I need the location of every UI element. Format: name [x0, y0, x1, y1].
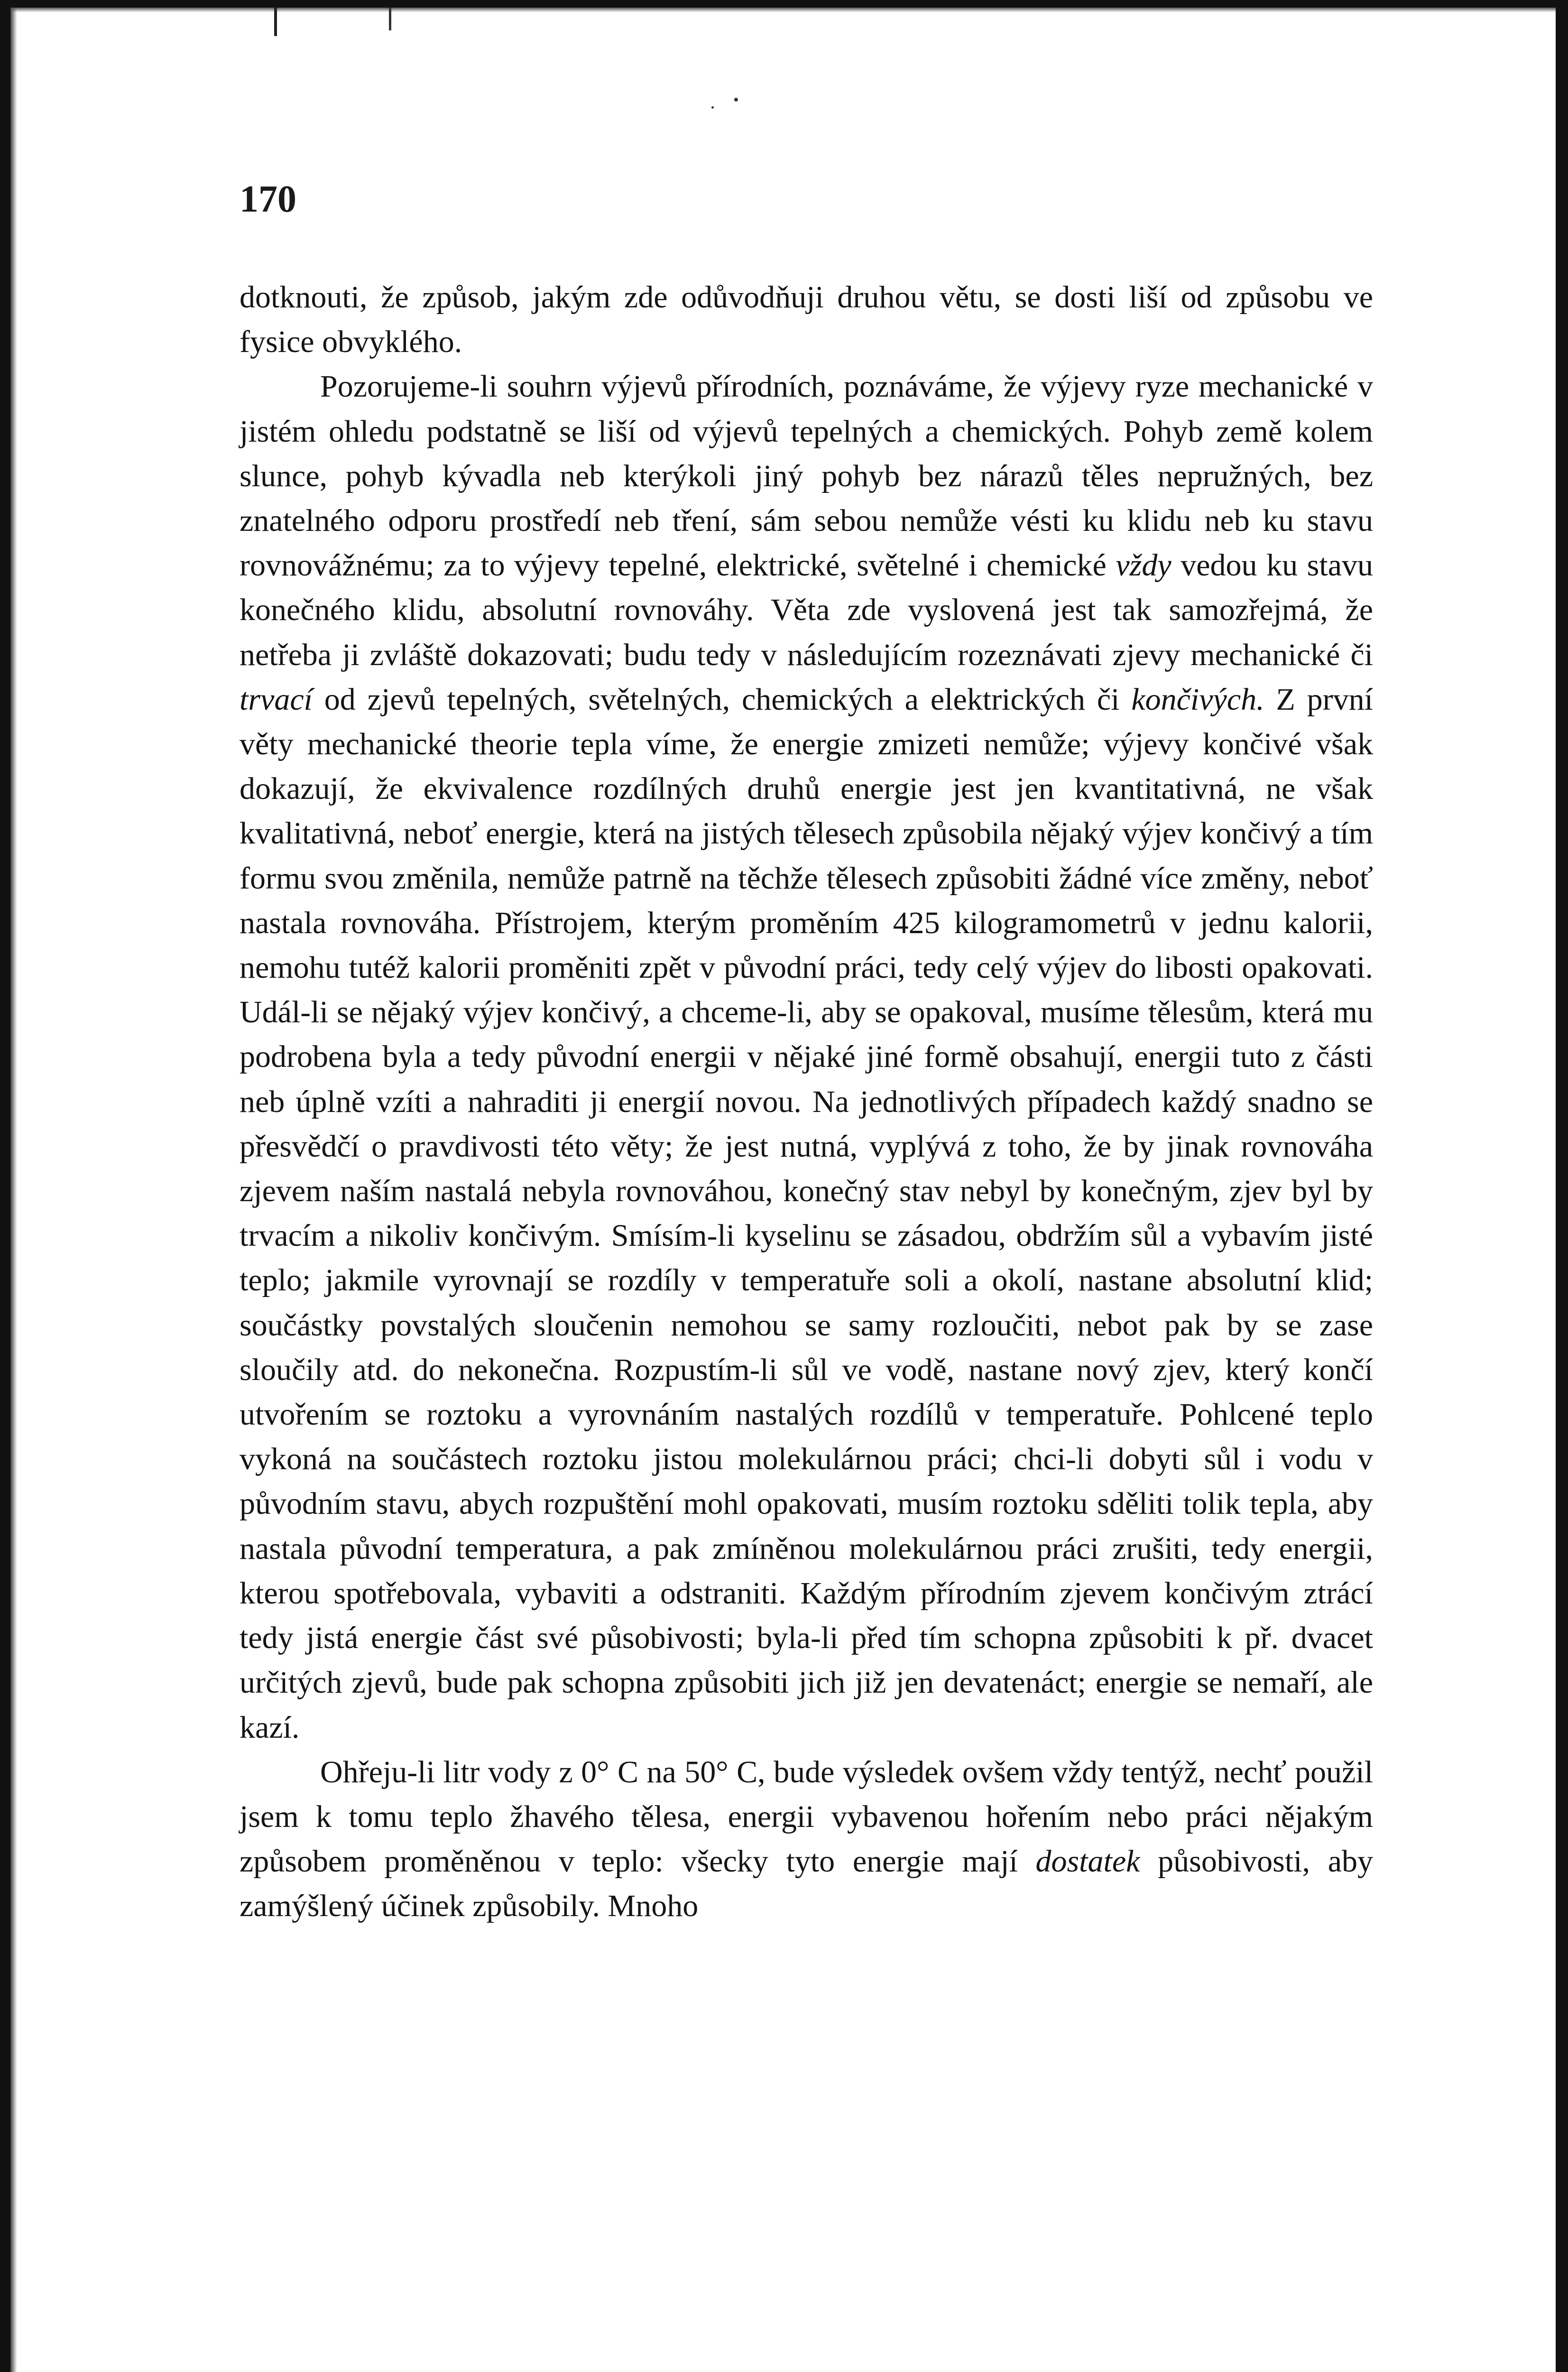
scan-speck: [734, 98, 738, 102]
text-run: působivosti, aby zamýšlený účinek způsobily. Mnoho: [240, 1844, 1373, 1924]
paragraph: [240, 1750, 1373, 1929]
book-page: [240, 180, 1373, 1929]
italic-text: dostatek: [1035, 1844, 1140, 1879]
text-run: vedou ku stavu konečného klidu, absolutní rovnováhy. Věta zde vyslovená jest tak samozřejmá, že netřeba ji zvláště dokazovati; budu tedy v následujícím rozeznávati zjevy mechanické či: [240, 548, 1373, 672]
italic-text: trvací: [240, 682, 313, 717]
scan-edge-shadow-top: [10, 8, 1556, 12]
scan-mark: [274, 8, 277, 36]
text-run: Ohřeju-li litr vody z 0° C na 50° C, bude výsledek ovšem vždy tentýž, nechť použil jsem k tomu teplo žhavého tělesa, energii vybavenou hořením nebo práci nějakým způsobem proměněnou v teplo: všecky tyto energie mají: [240, 1754, 1373, 1879]
paragraph: [240, 364, 1373, 1750]
text-run: Pozorujeme-li souhrn výjevů přírodních, poznáváme, že výjevy ryze mechanické v jistém ohledu podstatně se liší od výjevů tepelných a chemických. Pohyb země kolem slunce, pohyb kývadla neb kterýkoli jiný pohyb bez nárazů těles nepružných, bez znatelného odporu prostředí neb tření, sám sebou nemůže vésti ku klidu neb ku stavu rovnovážnému; za to výjevy tepelné, elektrické, světelné i chemické: [240, 369, 1373, 583]
italic-text: vždy: [1116, 548, 1171, 583]
text-run: od zjevů tepelných, světelných, chemických a elektrických či: [312, 682, 1132, 717]
scan-edge-shadow-left: [10, 8, 17, 2372]
body-text: [240, 275, 1373, 1929]
page-number: 170: [240, 178, 296, 220]
italic-text: končivých.: [1131, 682, 1264, 717]
text-run: Z první věty mechanické theorie tepla víme, že energie zmizeti nemůže; výjevy končivé však dokazují, že ekvivalence rozdílných druhů energie jest jen kvantitativná, ne však kvalitativná, neboť energie, která na jistých tělesech způsobila nějaký výjev končivý a tím formu svou změnila, nemůže patrně na těchže tělesech způsobiti žádné více změny, neboť nastala rovnováha. Přístrojem, kterým proměním 425 kilogramometrů v jednu kalorii, nemohu tutéž kalorii proměniti zpět v původní práci, tedy celý výjev do libosti opakovati. Udál-li se nějaký výjev končivý, a chceme-li, aby se opakoval, musíme tělesům, která mu podrobena byla a tedy původní energii v nějaké jiné formě obsahují, energii tuto z části neb úplně vzíti a nahraditi ji energií novou. Na jednotlivých případech každý snadno se přesvědčí o pravdivosti této věty; že jest nutná, vyplývá z toho, že by jinak rovnováha zjevem naším nastalá nebyla rovnováhou, konečný stav nebyl by konečným, zjev byl by trvacím a nikoliv končivým. Smísím-li kyselinu se zásadou, obdržím sůl a vybavím jisté teplo; jakmile vyrovnají se rozdíly v temperatuře soli a okolí, nastane absolutní klid; součástky povstalých sloučenin nemohou se samy rozloučiti, nebot pak by se zase sloučily atd. do nekonečna. Rozpustím-li sůl ve vodě, nastane nový zjev, který končí utvořením se roztoku a vyrovnáním nastalých rozdílů v temperatuře. Pohlcené teplo vykoná na součástech roztoku jistou molekulárnou práci; chci-li dobyti sůl i vodu v původním stavu, abych rozpuštění mohl opakovati, musím roztoku sděliti tolik tepla, aby nastala původní temperatura, a pak zmíněnou molekulárnou práci zrušiti, tedy energii, kterou spotřebovala, vybaviti a odstraniti. Každým přírodním zjevem končivým ztrácí tedy jistá energie část své působivosti; byla-li před tím schopna způsobiti k př. dvacet určitých zjevů, bude pak schopna způsobiti jich již jen devatenáct; energie se nemaří, ale kazí.: [240, 682, 1373, 1745]
paragraph: [240, 275, 1373, 364]
scan-speck: [711, 106, 714, 109]
text-run: dotknouti, že způsob, jakým zde odůvodňuji druhou větu, se dosti liší od způsobu ve fysice obvyklého.: [240, 280, 1373, 360]
scan-mark: [389, 8, 391, 30]
